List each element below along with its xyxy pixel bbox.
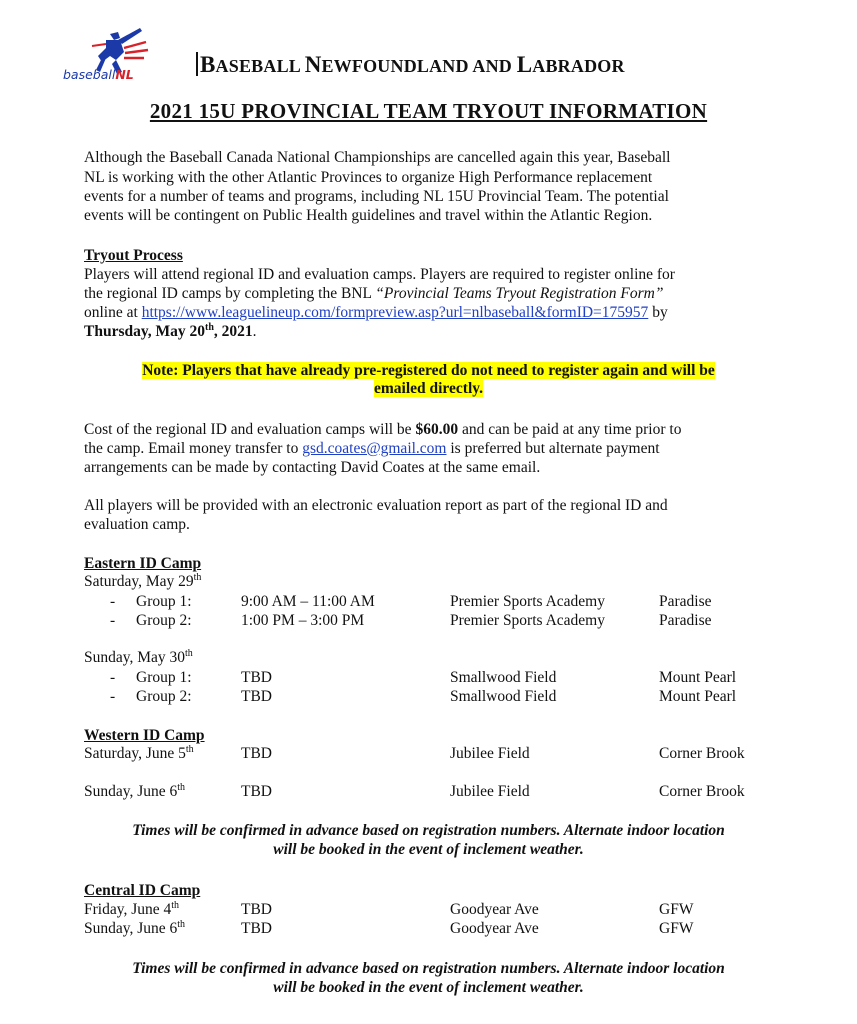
cost-line-1 (84, 420, 681, 440)
row-dash: - (110, 612, 116, 629)
venue: Premier Sports Academy (450, 593, 605, 610)
logo-wordmark (63, 67, 134, 82)
title-initial-l: L (516, 52, 533, 77)
tryout-line-1: Players will attend regional ID and evaluation camps. Players are required to register online for (84, 266, 675, 283)
tryout-process-heading: Tryout Process (84, 247, 183, 264)
row-dash: - (110, 688, 116, 705)
camp-day (84, 744, 194, 764)
cost-line-1-text: Cost of the regional ID and evaluation camps will be (84, 421, 416, 438)
eastern-day-2-label: Sunday, May 30 (84, 649, 186, 666)
cost-line-2-end: is preferred but alternate payment (446, 440, 660, 457)
deadline-suffix: th (205, 322, 214, 333)
session-time: TBD (241, 745, 272, 762)
notice-2-line-2: will be booked in the event of inclement weather. (273, 979, 584, 996)
tryout-line-3 (84, 303, 668, 323)
camp-day (84, 782, 185, 802)
venue: Jubilee Field (450, 745, 530, 762)
eastern-day-2 (84, 648, 193, 668)
note-line-1 (0, 361, 857, 381)
eastern-camp-heading: Eastern ID Camp (84, 555, 202, 572)
group-label: Group 2: (136, 688, 192, 705)
cost-line-2-text: the camp. Email money transfer to (84, 440, 303, 457)
town: Paradise (659, 593, 712, 610)
row-dash: - (110, 669, 116, 686)
document-title: 2021 15U PROVINCIAL TEAM TRYOUT INFORMATION (149, 99, 708, 123)
group-label: Group 1: (136, 593, 192, 610)
camp-day-label: Sunday, June 6 (84, 783, 178, 800)
camp-day-suffix: th (185, 744, 194, 755)
registration-form-name: “Provincial Teams Tryout Registration Form” (375, 285, 664, 302)
central-camp-heading: Central ID Camp (84, 882, 201, 899)
town: Corner Brook (659, 745, 745, 762)
camp-day-label: Friday, June 4 (84, 901, 172, 918)
venue: Goodyear Ave (450, 901, 539, 918)
title-part-1: ASEBALL (215, 56, 305, 76)
session-time: TBD (241, 669, 272, 686)
intro-line-2: NL is working with the other Atlantic Provinces to organize High Performance replacement (84, 169, 653, 186)
camp-day-suffix: th (171, 900, 180, 911)
note-line-1-text: Note: Players that have already pre-registered do not need to register again and will be (142, 362, 715, 379)
logo-wordmark-text: baseballNL (63, 67, 134, 82)
venue: Jubilee Field (450, 783, 530, 800)
deadline-year: , 2021 (213, 323, 253, 340)
camp-day-suffix: th (177, 919, 186, 930)
group-label: Group 1: (136, 669, 192, 686)
venue: Goodyear Ave (450, 920, 539, 937)
town: Mount Pearl (659, 669, 737, 686)
camp-day-suffix: th (177, 782, 186, 793)
town: Mount Pearl (659, 688, 737, 705)
tryout-line-3-end: by (648, 304, 668, 321)
cost-line-1-end: and can be paid at any time prior to (458, 421, 682, 438)
row-dash: - (110, 593, 116, 610)
title-part-3: ABRADOR (532, 56, 625, 76)
camp-day-label: Sunday, June 6 (84, 920, 178, 937)
town: Paradise (659, 612, 712, 629)
title-initial-b: B (200, 52, 216, 77)
eastern-day-1 (84, 572, 201, 592)
note-line-2 (0, 379, 857, 399)
cost-line-2 (84, 439, 660, 459)
session-time: TBD (241, 901, 272, 918)
session-time: TBD (241, 688, 272, 705)
camp-fee: $60.00 (415, 421, 459, 438)
town: GFW (659, 920, 694, 937)
cost-line-3: arrangements can be made by contacting David Coates at the same email. (84, 459, 541, 476)
notice-1-line-1: Times will be confirmed in advance based on registration numbers. Alternate indoor location (132, 822, 725, 839)
note-line-2-text: emailed directly. (373, 380, 484, 397)
deadline-period: . (252, 323, 257, 340)
session-time: 1:00 PM – 3:00 PM (241, 612, 365, 629)
camp-day-label: Saturday, June 5 (84, 745, 186, 762)
camp-day (84, 900, 179, 920)
title-bar-mark (196, 52, 198, 76)
evaluation-line-2: evaluation camp. (84, 516, 190, 533)
evaluation-line-1: All players will be provided with an electronic evaluation report as part of the regional ID and (84, 497, 668, 514)
camp-day (84, 919, 185, 939)
organization-title (196, 52, 625, 76)
intro-line-4: events will be contingent on Public Health guidelines and travel within the Atlantic Region. (84, 207, 653, 224)
intro-line-1: Although the Baseball Canada National Championships are cancelled again this year, Baseball (84, 149, 671, 166)
group-label: Group 2: (136, 612, 192, 629)
intro-line-3: events for a number of teams and programs, including NL 15U Provincial Team. The potential (84, 188, 669, 205)
eastern-day-1-suffix: th (193, 572, 202, 583)
notice-2-line-1: Times will be confirmed in advance based on registration numbers. Alternate indoor location (132, 960, 725, 977)
title-initial-n: N (304, 52, 322, 77)
title-part-2: EWFOUNDLAND AND (321, 56, 517, 76)
town: GFW (659, 901, 694, 918)
venue: Smallwood Field (450, 669, 557, 686)
session-time: TBD (241, 783, 272, 800)
notice-1-line-2: will be booked in the event of inclement weather. (273, 841, 584, 858)
eastern-day-2-suffix: th (185, 648, 193, 659)
tryout-line-3-text: online at (84, 304, 142, 321)
eastern-day-1-label: Saturday, May 29 (84, 573, 194, 590)
deadline-date: Thursday, May 20 (84, 323, 206, 340)
western-camp-heading: Western ID Camp (84, 727, 205, 744)
town: Corner Brook (659, 783, 745, 800)
tryout-line-2-text: the regional ID camps by completing the BNL (84, 285, 376, 302)
session-time: TBD (241, 920, 272, 937)
venue: Premier Sports Academy (450, 612, 605, 629)
session-time: 9:00 AM – 11:00 AM (241, 593, 375, 610)
venue: Smallwood Field (450, 688, 557, 705)
tryout-line-2 (84, 284, 664, 304)
registration-deadline (84, 322, 257, 342)
email-link[interactable]: gsd.coates@gmail.com (302, 440, 447, 457)
registration-link[interactable]: https://www.leaguelineup.com/formpreview.asp?url=nlbaseball&formID=175957 (141, 304, 649, 321)
